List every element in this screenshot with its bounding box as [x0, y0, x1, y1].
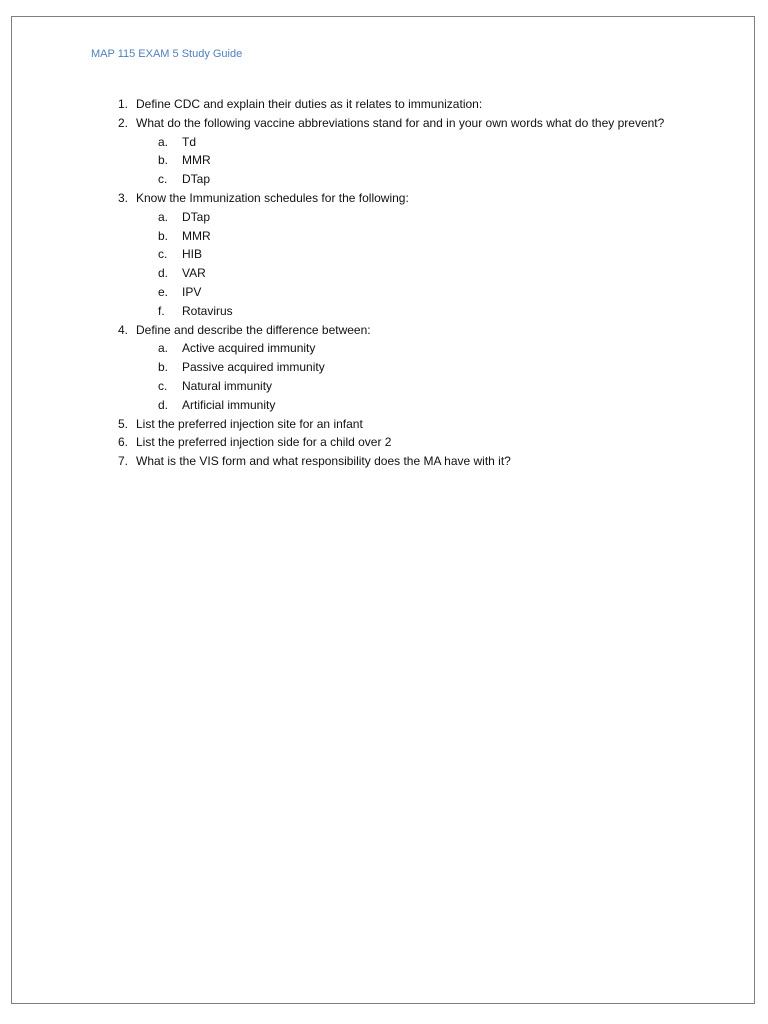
sub-item-letter: b.	[158, 153, 169, 168]
sub-item-letter: a.	[158, 134, 169, 149]
sub-item	[136, 283, 668, 302]
question-text: What do the following vaccine abbreviations stand for and in your own words what do they prevent?	[136, 115, 665, 130]
question-sublist	[136, 339, 668, 414]
sub-item	[136, 208, 668, 227]
sub-item-text: MMR	[182, 228, 211, 243]
sub-item	[136, 133, 668, 152]
sub-item-text: HIB	[182, 247, 203, 262]
sub-item	[136, 170, 668, 189]
question-number: 3.	[117, 190, 128, 205]
sub-item-text: Passive acquired immunity	[182, 360, 325, 375]
sub-item-letter: d.	[158, 266, 169, 281]
document-heading: MAP 115 EXAM 5 Study Guide	[91, 48, 243, 60]
question-item	[108, 321, 668, 415]
sub-item-letter: c.	[158, 378, 168, 393]
sub-item-text: Rotavirus	[182, 303, 233, 318]
sub-item	[136, 227, 668, 246]
question-sublist	[136, 133, 668, 189]
question-number: 7.	[117, 454, 128, 469]
question-number: 1.	[117, 97, 128, 111]
question-text: Define CDC and explain their duties as it relates to immunization:	[136, 97, 483, 111]
question-number: 4.	[117, 322, 128, 337]
question-item	[108, 433, 668, 452]
question-item	[108, 114, 668, 189]
sub-item	[136, 396, 668, 415]
question-item	[108, 95, 668, 114]
sub-item-letter: f.	[158, 303, 165, 318]
sub-item-letter: e.	[158, 284, 169, 299]
sub-item	[136, 339, 668, 358]
sub-item-letter: b.	[158, 360, 169, 375]
sub-item-text: Natural immunity	[182, 378, 273, 393]
question-sublist	[136, 208, 668, 321]
question-text: Define and describe the difference between:	[136, 322, 371, 337]
question-number: 5.	[117, 416, 128, 431]
sub-item	[136, 377, 668, 396]
sub-item	[136, 245, 668, 264]
document-page	[11, 16, 755, 1004]
question-text: List the preferred injection side for a child over 2	[136, 435, 392, 450]
question-text: List the preferred injection site for an infant	[136, 416, 363, 431]
sub-item-text: MMR	[182, 153, 211, 168]
sub-item	[136, 302, 668, 321]
question-text: What is the VIS form and what responsibility does the MA have with it?	[136, 454, 511, 469]
question-number: 2.	[117, 115, 128, 130]
sub-item-text: DTap	[182, 172, 211, 187]
sub-item-letter: a.	[158, 341, 169, 356]
question-item	[108, 452, 668, 471]
question-list	[108, 95, 668, 471]
sub-item-text: VAR	[182, 266, 206, 281]
sub-item	[136, 358, 668, 377]
sub-item-letter: c.	[158, 172, 168, 187]
sub-item-text: DTap	[182, 209, 211, 224]
sub-item-text: IPV	[182, 284, 202, 299]
question-item	[108, 189, 668, 321]
sub-item-text: Artificial immunity	[182, 397, 276, 412]
sub-item-text: Td	[182, 134, 197, 149]
sub-item	[136, 264, 668, 283]
sub-item	[136, 151, 668, 170]
question-text: Know the Immunization schedules for the following:	[136, 190, 409, 205]
sub-item-letter: a.	[158, 209, 169, 224]
sub-item-letter: c.	[158, 247, 168, 262]
question-number: 6.	[117, 435, 128, 450]
sub-item-letter: d.	[158, 397, 169, 412]
sub-item-text: Active acquired immunity	[182, 341, 316, 356]
sub-item-letter: b.	[158, 228, 169, 243]
question-item	[108, 415, 668, 434]
